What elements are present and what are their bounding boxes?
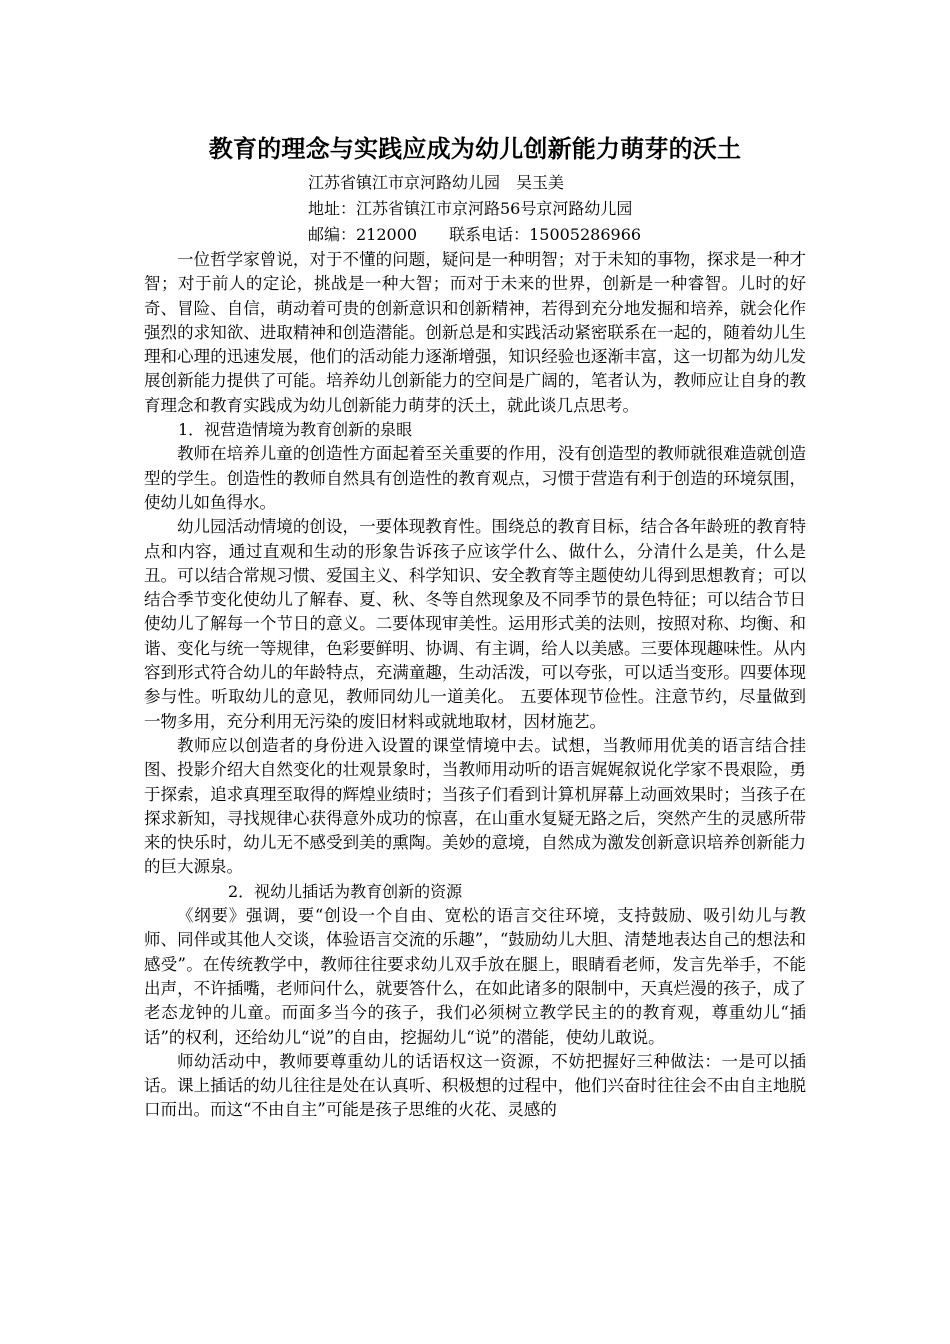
document-title: 教育的理念与实践应成为幼儿创新能力萌芽的沃土 (208, 135, 742, 163)
section-2-paragraph-1: 《纲要》强调，要“创设一个自由、宽松的语言交往环境，支持鼓励、吸引幼儿与教师、同伴或其他人交谈，体验语言交流的乐趣”，“鼓励幼儿大胆、清楚地表达自己的想法和感受”。在传统教学中，教师往往要求幼儿双手放在腿上，眼睛看老师，发言先举手，不能出声，不许插嘴，老师问什么，就要答什么，在如此诸多的限制中，天真烂漫的孩子，成了老态龙钟的儿童。而面多当今的孩子，我们必须树立教学民主的的教育观，尊重幼儿“插话”的权利，还给幼儿“说”的自由，挖掘幼儿“说”的潜能，使幼儿敢说。 (144, 906, 806, 1047)
intro-paragraph: 一位哲学家曾说，对于不懂的问题，疑问是一种明智；对于未知的事物，探求是一种才智；对于前人的定论，挑战是一种大智；而对于未来的世界，创新是一种睿智。儿时的好奇、冒险、自信，萌动着可贵的创新意识和创新精神，若得到充分地发掘和培养，就会化作强烈的求知欲、进取精神和创造潜能。创新总是和实践活动紧密联系在一起的，随着幼儿生理和心理的迅速发展，他们的活动能力逐渐增强，知识经验也逐渐丰富，这一切都为幼儿发展创新能力提供了可能。培养幼儿创新能力的空间是广阔的，笔者认为，教师应让自身的教育理念和教育实践成为幼儿创新能力萌芽的沃土，就此谈几点思考。 (144, 250, 806, 415)
section-1-heading: 1．视营造情境为教育创新的泉眼 (178, 420, 413, 440)
author-line: 江苏省镇江市京河路幼儿园 吴玉美 (308, 173, 565, 192)
section-2-paragraph-2: 师幼活动中，教师要尊重幼儿的话语权这一资源，不妨把握好三种做法：一是可以插话。课上插话的幼儿往往是处在认真听、积极想的过程中，他们兴奋时往往会不由自主地脱口而出。而这“不由自主”可能是孩子思维的火花、灵感的 (144, 1051, 806, 1120)
address-line: 地址：江苏省镇江市京河路56号京河路幼儿园 (308, 199, 633, 218)
document-page (144, 128, 806, 1123)
section-1-paragraph-2: 幼儿园活动情境的创设，一要体现教育性。围绕总的教育目标，结合各年龄班的教育特点和内容，通过直观和生动的形象告诉孩子应该学什么、做什么，分清什么是美，什么是丑。可以结合常规习惯、爱国主义、科学知识、安全教育等主题使幼儿得到思想教育；可以结合季节变化使幼儿了解春、夏、秋、冬等自然现象及不同季节的景色特征；可以结合节日使幼儿了解每一个节日的意义。二要体现审美性。运用形式美的法则，按照对称、均衡、和谐、变化与统一等规律，色彩要鲜明、协调、有主调，给人以美感。三要体现趣味性。从内容到形式符合幼儿的年龄特点，充满童趣，生动活泼，可以夸张，可以适当变形。四要体现参与性。听取幼儿的意见，教师同幼儿一道美化。 五要体现节俭性。注意节约，尽量做到一物多用，充分利用无污染的废旧材料或就地取材，因材施艺。 (144, 517, 806, 731)
contact-line: 邮编：212000 联系电话：15005286966 (308, 225, 642, 244)
section-2-heading: 2．视幼儿插话为教育创新的资源 (228, 881, 463, 901)
section-1-paragraph-3: 教师应以创造者的身份进入设置的课堂情境中去。试想，当教师用优美的语言结合挂图、投影介绍大自然变化的壮观景象时，当教师用动听的语言娓娓叙说化学家不畏艰险，勇于探索，追求真理至取得的辉煌业绩时；当孩子们看到计算机屏幕上动画效果时；当孩子在探求新知，寻找规律心获得意外成功的惊喜，在山重水复疑无路之后，突然产生的灵感所带来的快乐时，幼儿无不感受到美的熏陶。美妙的意境，自然成为激发创新意识培养创新能力的巨大源泉。 (144, 735, 806, 877)
section-1-paragraph-1: 教师在培养儿童的创造性方面起着至关重要的作用，没有创造型的教师就很难造就创造型的学生。创造性的教师自然具有创造性的教育观点，习惯于营造有利于创造的环境氛围，使幼儿如鱼得水。 (144, 444, 806, 512)
